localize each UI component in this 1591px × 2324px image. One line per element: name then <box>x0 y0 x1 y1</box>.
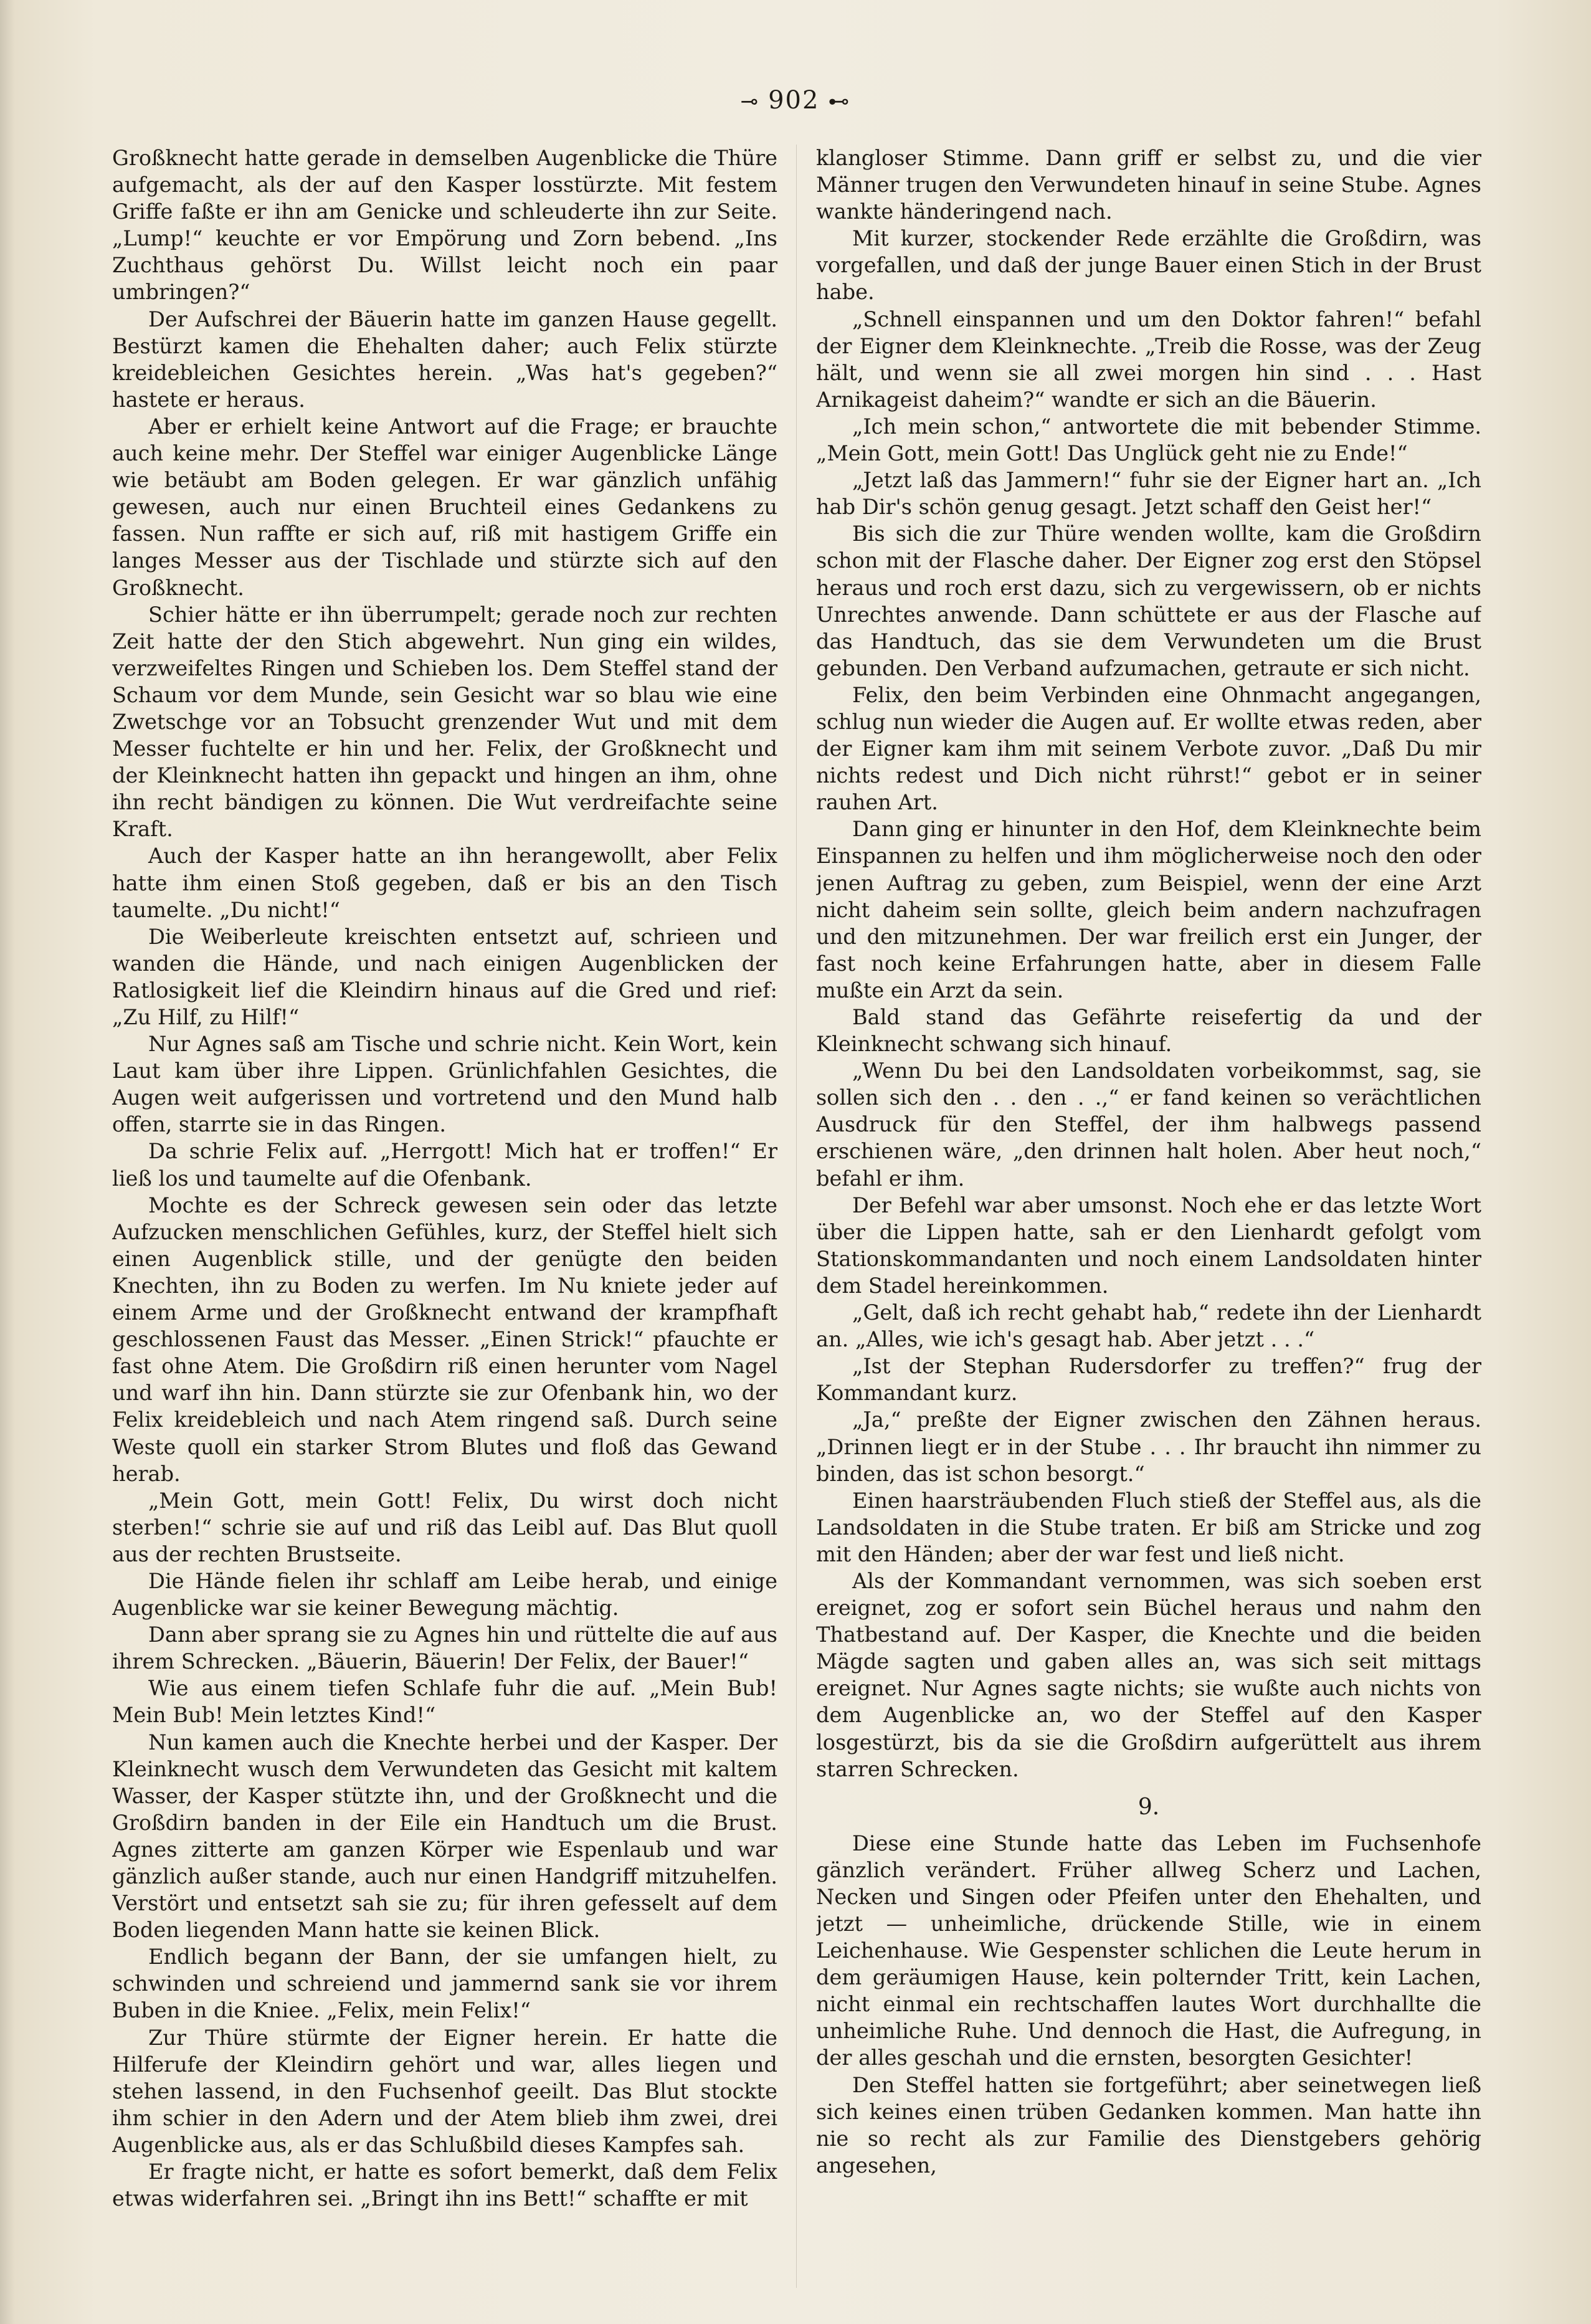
paragraph: „Ja,“ preßte der Eigner zwischen den Zähnen heraus. „Drinnen liegt er in der Stube . . . Ihr braucht ihn nimmer zu binden, das ist schon besorgt.“ <box>816 1407 1481 1486</box>
paragraph: Einen haarsträubenden Fluch stieß der Steffel aus, als die Landsoldaten in die Stube traten. Er biß am Stricke und zog mit den Händen; aber der war fest und ließ nicht. <box>816 1488 1481 1566</box>
page-number: 902 <box>768 86 820 115</box>
paragraph: Den Steffel hatten sie fortgeführt; aber seinetwegen ließ sich keines einen trüben Gedanken kommen. Man hatte ihn nie so recht als zur Familie des Dienstgebers gehörig angesehen, <box>816 2072 1481 2178</box>
paragraph: Nun kamen auch die Knechte herbei und der Kasper. Der Kleinknecht wusch dem Verwundeten das Gesicht mit kaltem Wasser, der Kasper stützte ihn, und der Großknecht und die Großdirn banden in der Eile ein Handtuch um die Brust. Agnes zitterte am ganzen Körper wie Espenlaub und war gänzlich außer stande, auch nur einen Handgriff mitzuhelfen. Verstört und entsetzt sah sie zu; für ihren gefesselt auf dem Boden liegenden Mann hatte sie keinen Blick. <box>112 1730 777 1943</box>
paragraph: Diese eine Stunde hatte das Leben im Fuchsenhofe gänzlich verändert. Früher allweg Scherz und Lachen, Necken und Singen oder Pfeifen unter den Ehehalten, und jetzt — unheimliche, drückende Stille, wie in einem Leichenhause. Wie Gespenster schlichen die Leute herum in dem geräumigen Hause, kein polternder Tritt, kein Lachen, nicht einmal ein rechtschaffen lautes Wort durchhallte die unheimliche Ruhe. Und dennoch die Hast, die Aufregung, in der alles geschah und die ernsten, besorgten Gesichter! <box>816 1831 1481 2070</box>
paragraph: Dann ging er hinunter in den Hof, dem Kleinknechte beim Einspannen zu helfen und ihm möglicherweise noch den oder jenen Auftrag zu geben, zum Beispiel, wenn der eine Arzt nicht daheim sein sollte, gleich beim andern nachzufragen und den mitzunehmen. Der war freilich erst ein Junger, der fast noch keine Erfahrungen hatte, aber in diesem Falle mußte ein Arzt da sein. <box>816 817 1481 1002</box>
paragraph: Der Befehl war aber umsonst. Noch ehe er das letzte Wort über die Lippen hatte, sah er den Lienhardt gefolgt vom Stationskommandanten und noch einem Landsoldaten hinter dem Stadel hereinkommen. <box>816 1193 1481 1298</box>
paragraph: Der Aufschrei der Bäuerin hatte im ganzen Hause gegellt. Bestürzt kamen die Ehehalten daher; auch Felix stürzte kreidebleichen Gesichtes herein. „Was hat's gegeben?“ hastete er heraus. <box>112 307 777 412</box>
paragraph: „Gelt, daß ich recht gehabt hab,“ redete ihn der Lienhardt an. „Alles, wie ich's gesagt hab. Aber jetzt . . .“ <box>816 1300 1481 1352</box>
paragraph: Nur Agnes saß am Tische und schrie nicht. Kein Wort, kein Laut kam über ihre Lippen. Grünlichfahlen Gesichtes, die Augen weit aufgerissen und vortretend und den Mund halb offen, starrte sie in das Ringen. <box>112 1032 777 1137</box>
paragraph: Dann aber sprang sie zu Agnes hin und rüttelte die auf aus ihrem Schrecken. „Bäuerin, Bäuerin! Der Felix, der Bauer!“ <box>112 1622 777 1674</box>
column-divider <box>796 145 797 2288</box>
paragraph: Wie aus einem tiefen Schlafe fuhr die auf. „Mein Bub! Mein Bub! Mein letztes Kind!“ <box>112 1676 777 1728</box>
section-number: 9. <box>1137 1794 1160 1820</box>
paragraph: Auch der Kasper hatte an ihn herangewollt, aber Felix hatte ihm einen Stoß gegeben, daß er bis an den Tisch taumelte. „Du nicht!“ <box>112 844 777 922</box>
paragraph: Schier hätte er ihn überrumpelt; gerade noch zur rechten Zeit hatte der den Stich abgewehrt. Nun ging ein wildes, verzweifeltes Ringen und Schieben los. Dem Steffel stand der Schaum vor dem Munde, sein Gesicht war so blau wie eine Zwetschge vor an Tobsucht grenzender Wut und mit dem Messer fuchtelte er hin und her. Felix, der Großknecht und der Kleinknecht hatten ihn gepackt und hingen an ihm, ohne ihn recht bändigen zu können. Die Wut verdreifachte seine Kraft. <box>112 602 777 842</box>
paragraph: Felix, den beim Verbinden eine Ohnmacht angegangen, schlug nun wieder die Augen auf. Er wollte etwas reden, aber der Eigner kam ihm mit seinem Verbote zuvor. „Daß Du mir nichts redest und Dich nicht rührst!“ gebot er in seiner rauhen Art. <box>816 682 1481 815</box>
left-text-column <box>112 145 777 2288</box>
paragraph: klangloser Stimme. Dann griff er selbst zu, und die vier Männer trugen den Verwundeten hinauf in seine Stube. Agnes wankte händeringend nach. <box>816 146 1481 224</box>
paragraph: Die Weiberleute kreischten entsetzt auf, schrieen und wanden die Hände, und nach einigen Augenblicken der Ratlosigkeit lief die Kleindirn hinaus auf die Gred und rief: „Zu Hilf, zu Hilf!“ <box>112 924 777 1029</box>
paragraph: Endlich begann der Bann, der sie umfangen hielt, zu schwinden und schreiend und jammernd sank sie vor ihrem Buben in die Kniee. „Felix, mein Felix!“ <box>112 1945 777 2023</box>
paragraph: „Jetzt laß das Jammern!“ fuhr sie der Eigner hart an. „Ich hab Dir's schön genug gesagt. Jetzt schaff den Geist her!“ <box>816 468 1481 520</box>
paragraph: Da schrie Felix auf. „Herrgott! Mich hat er troffen!“ Er ließ los und taumelte auf die Ofenbank. <box>112 1139 777 1191</box>
paragraph: Zur Thüre stürmte der Eigner herein. Er hatte die Hilferufe der Kleindirn gehört und war, alles liegen und stehen lassend, in den Fuchsenhof geeilt. Das Blut stockte ihm schier in den Adern und der Atem blieb ihm zwei, drei Augenblicke aus, als er das Schlußbild dieses Kampfes sah. <box>112 2025 777 2157</box>
paragraph: Als der Kommandant vernommen, was sich soeben erst ereignet, zog er sofort sein Büchel heraus und nahm den Thatbestand auf. Der Kasper, die Knechte und die beiden Mägde sagten und gaben alles an, was sich seit mittags ereignet. Nur Agnes sagte nichts; sie wußte auch nichts von dem Augenblicke an, wo der Steffel auf den Kasper losgestürzt, bis da sie die Großdirn aufgerüttelt aus ihrem starren Schrecken. <box>816 1568 1481 1781</box>
paragraph: Er fragte nicht, er hatte es sofort bemerkt, daß dem Felix etwas widerfahren sei. „Bringt ihn ins Bett!“ schaffte er mit <box>112 2160 777 2211</box>
paragraph: Bis sich die zur Thüre wenden wollte, kam die Großdirn schon mit der Flasche daher. Der Eigner zog erst den Stöpsel heraus und roch erst dazu, sich zu vergewissern, ob er nichts Unrechtes anwende. Dann schüttete er aus der Flasche auf das Handtuch, das sie dem Verwundeten um die Brust gebunden. Den Verband aufzumachen, getraute er sich nicht. <box>816 521 1481 680</box>
ornament-right: ⊷ <box>828 89 851 114</box>
page-left-edge-shadow <box>0 0 15 2324</box>
right-text-column <box>816 145 1481 2288</box>
paragraph: Mit kurzer, stockender Rede erzählte die Großdirn, was vorgefallen, und daß der junge Bauer einen Stich in der Brust habe. <box>816 226 1481 305</box>
paragraph: „Schnell einspannen und um den Doktor fahren!“ befahl der Eigner dem Kleinknechte. „Treib die Rosse, was der Zeug hält, und wenn sie all zwei morgen hin sind . . . Hast Arnikageist daheim?“ wandte er sich an die Bäuerin. <box>816 307 1481 412</box>
ornament-left: ⊸ <box>740 89 760 114</box>
paragraph: „Ich mein schon,“ antwortete die mit bebender Stimme. „Mein Gott, mein Gott! Das Unglück geht nie zu Ende!“ <box>816 414 1481 466</box>
paragraph: Großknecht hatte gerade in demselben Augenblicke die Thüre aufgemacht, als der auf den Kasper losstürzte. Mit festem Griffe faßte er ihn am Genicke und schleuderte ihn zur Seite. „Lump!“ keuchte er vor Empörung und Zorn bebend. „Ins Zuchthaus gehörst Du. Willst leicht noch ein paar umbringen?“ <box>112 146 777 305</box>
paragraph: Die Hände fielen ihr schlaff am Leibe herab, und einige Augenblicke war sie keiner Bewegung mächtig. <box>112 1568 777 1621</box>
paragraph: „Wenn Du bei den Landsoldaten vorbeikommst, sag, sie sollen sich den . . den . .,“ er fand keinen so verächtlichen Ausdruck für den Steffel, der ihm halbwegs passend erschienen wäre, „den drinnen halt holen. Aber heut noch,“ befahl er ihm. <box>816 1059 1481 1191</box>
paragraph: Mochte es der Schreck gewesen sein oder das letzte Aufzucken menschlichen Gefühles, kurz, der Steffel hielt sich einen Augenblick stille, und der genügte den beiden Knechten, ihn zu Boden zu werfen. Im Nu kniete jeder auf einem Arme und der Großknecht entwand der krampfhaft geschlossenen Faust das Messer. „Einen Strick!“ pfauchte er fast ohne Atem. Die Großdirn riß einen herunter vom Nagel und warf ihn hin. Dann stürzte sie zur Ofenbank hin, wo der Felix kreidebleich und nach Atem ringend saß. Durch seine Weste quoll ein starker Strom Blutes und floß das Gewand herab. <box>112 1193 777 1486</box>
paragraph: Bald stand das Gefährte reisefertig da und der Kleinknecht schwang sich hinauf. <box>816 1005 1481 1057</box>
paragraph: Aber er erhielt keine Antwort auf die Frage; er brauchte auch keine mehr. Der Steffel war einiger Augenblicke Länge wie betäubt am Boden gelegen. Er war gänzlich unfähig gewesen, auch nur einen Bruchteil eines Gedankens zu fassen. Nun raffte er sich auf, riß mit hastigem Griffe ein langes Messer aus der Tischlade und stürzte sich auf den Großknecht. <box>112 414 777 600</box>
page-header <box>0 86 1591 115</box>
paragraph: „Ist der Stephan Rudersdorfer zu treffen?“ frug der Kommandant kurz. <box>816 1354 1481 1406</box>
paragraph: „Mein Gott, mein Gott! Felix, Du wirst doch nicht sterben!“ schrie sie auf und riß das Leibl auf. Das Blut quoll aus der rechten Brustseite. <box>112 1488 777 1566</box>
